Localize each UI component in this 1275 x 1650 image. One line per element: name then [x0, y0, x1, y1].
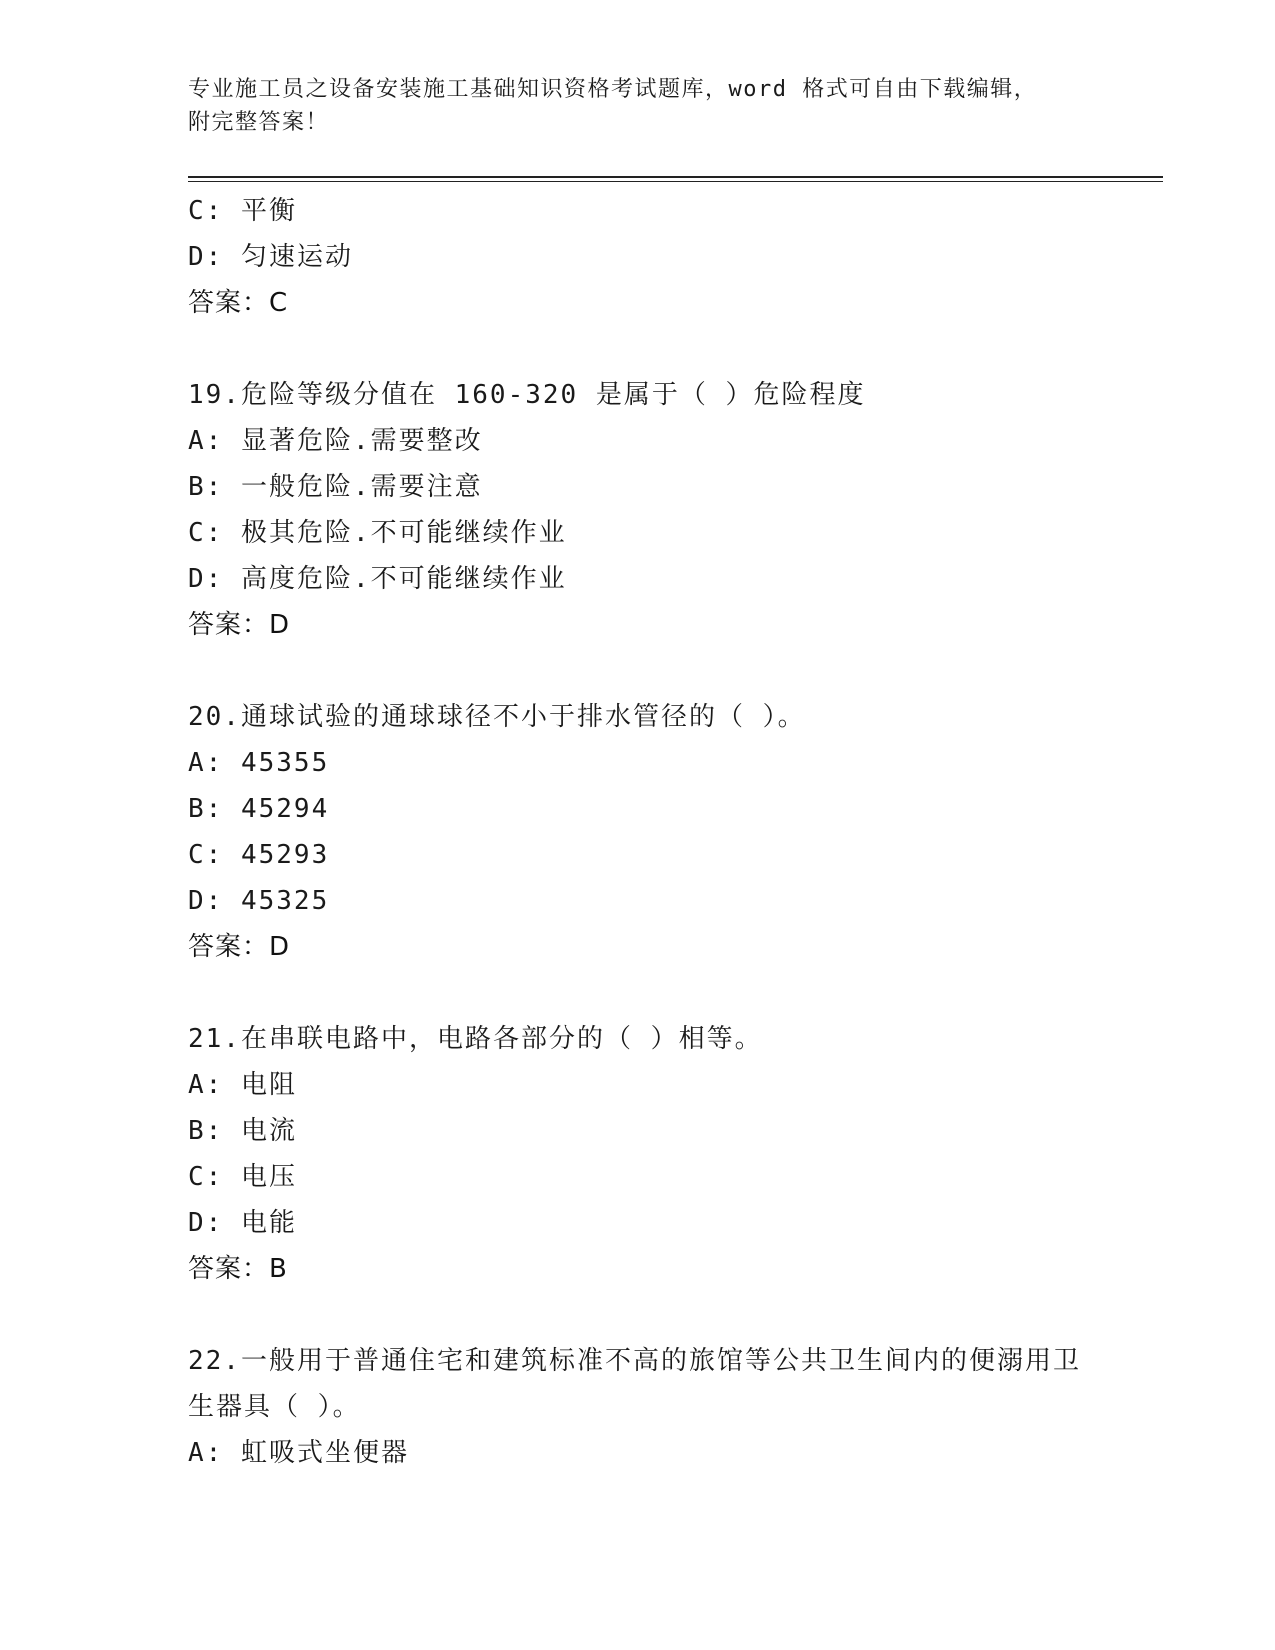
option-c: C: 极其危险.不可能继续作业 — [188, 518, 567, 548]
option-c: C: 45293 — [188, 840, 330, 870]
option-a: A: 45355 — [188, 748, 330, 778]
option-d: D: 高度危险.不可能继续作业 — [188, 564, 567, 594]
question-22 — [188, 1338, 1163, 1476]
option-a: A: 电阻 — [188, 1070, 297, 1100]
header-line-1: 专业施工员之设备安装施工基础知识资格考试题库，word 格式可自由下载编辑， — [188, 77, 1038, 102]
option-d: D: 45325 — [188, 886, 330, 916]
question-stem: 19.危险等级分值在 160-320 是属于（ ）危险程度 — [188, 380, 866, 410]
question-18-fragment — [188, 188, 1163, 326]
question-stem: 22.一般用于普通住宅和建筑标准不高的旅馆等公共卫生间内的便溺用卫生器具（ ）。 — [188, 1346, 1081, 1422]
answer-label: 答案：D — [188, 610, 291, 640]
question-list — [188, 188, 1163, 1476]
option-d: D: 匀速运动 — [188, 242, 353, 272]
header-rule-thick — [188, 176, 1163, 178]
answer-label: 答案：C — [188, 288, 289, 318]
option-b: B: 一般危险.需要注意 — [188, 472, 483, 502]
header-rule-thin — [188, 181, 1163, 182]
question-20 — [188, 694, 1163, 970]
option-d: D: 电能 — [188, 1208, 297, 1238]
answer-label: 答案：B — [188, 1254, 288, 1284]
header-line-2: 附完整答案！ — [188, 110, 330, 135]
option-a: A: 显著危险.需要整改 — [188, 426, 483, 456]
document-header — [188, 73, 1068, 139]
question-21 — [188, 1016, 1163, 1292]
option-b: B: 电流 — [188, 1116, 297, 1146]
option-c: C: 平衡 — [188, 196, 297, 226]
question-19 — [188, 372, 1163, 648]
option-c: C: 电压 — [188, 1162, 297, 1192]
question-stem: 20.通球试验的通球球径不小于排水管径的（ ）。 — [188, 702, 806, 732]
question-stem: 21.在串联电路中，电路各部分的（ ）相等。 — [188, 1024, 763, 1054]
option-a: A: 虹吸式坐便器 — [188, 1438, 409, 1468]
option-b: B: 45294 — [188, 794, 330, 824]
answer-label: 答案：D — [188, 932, 291, 962]
